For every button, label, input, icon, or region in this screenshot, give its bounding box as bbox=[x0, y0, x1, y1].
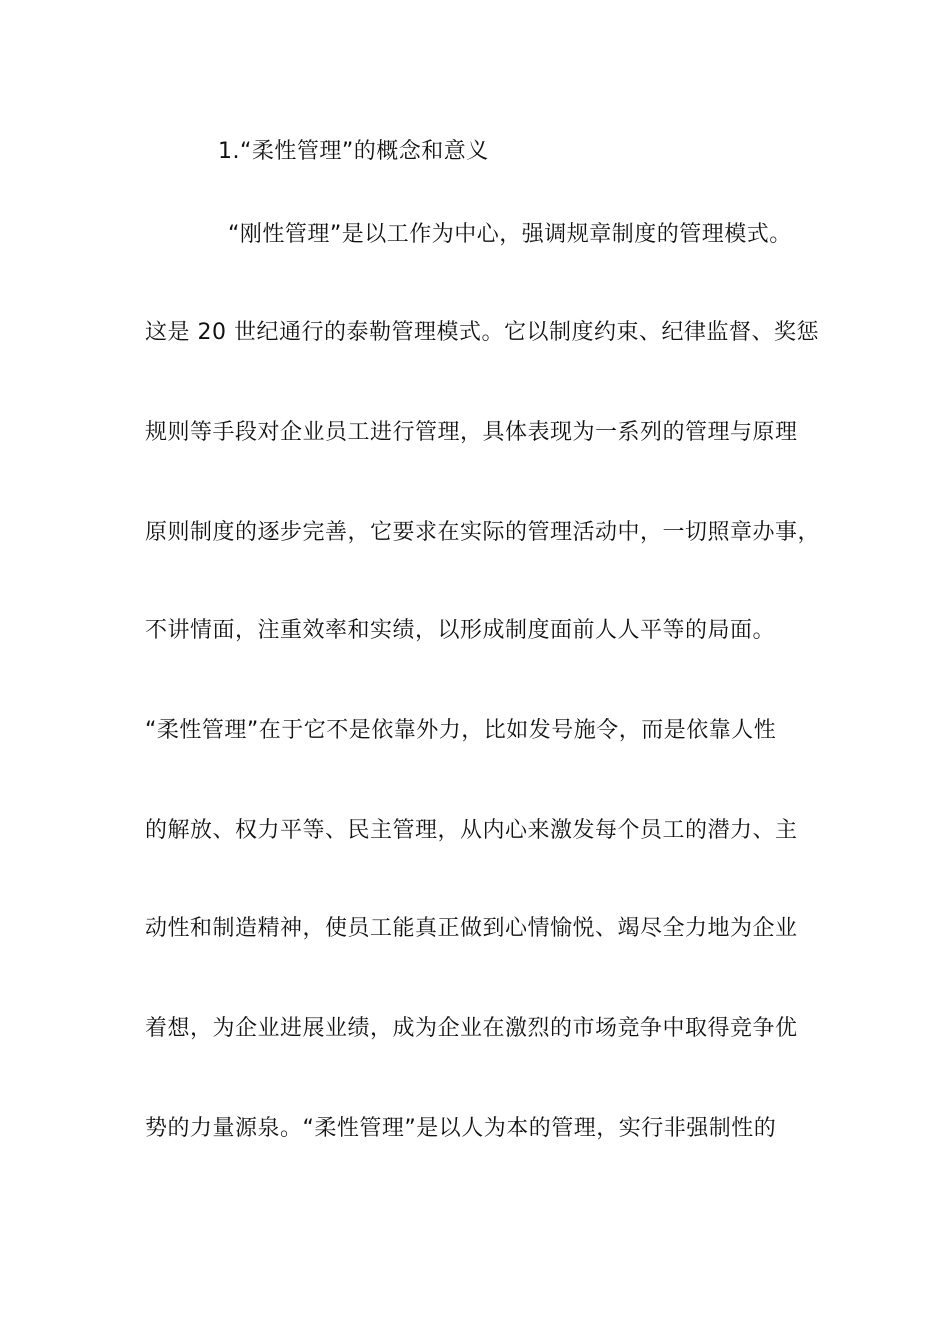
paragraph-line: “刚性管理”是以工作为中心，强调规章制度的管理模式。 bbox=[228, 222, 792, 247]
paragraph-line: 动性和制造精神，使员工能真正做到心情愉悦、竭尽全力地为企业 bbox=[145, 916, 798, 941]
paragraph-line: 势的力量源泉。“柔性管理”是以人为本的管理，实行非强制性的 bbox=[145, 1116, 777, 1141]
paragraph-line: 规则等手段对企业员工进行管理，具体表现为一系列的管理与原理 bbox=[145, 420, 798, 445]
paragraph-line: 原则制度的逐步完善，它要求在实际的管理活动中，一切照章办事， bbox=[145, 520, 821, 545]
section-heading: 1.“柔性管理”的概念和意义 bbox=[218, 139, 489, 164]
paragraph-line: 的解放、权力平等、民主管理，从内心来激发每个员工的潜力、主 bbox=[145, 818, 798, 843]
paragraph-line: 这是 20 世纪通行的泰勒管理模式。它以制度约束、纪律监督、奖惩 bbox=[145, 320, 819, 345]
paragraph-line: “柔性管理”在于它不是依靠外力，比如发号施令，而是依靠人性 bbox=[145, 718, 777, 743]
paragraph-line: 不讲情面，注重效率和实绩，以形成制度面前人人平等的局面。 bbox=[145, 618, 776, 643]
paragraph-line: 着想，为企业进展业绩，成为企业在激烈的市场竞争中取得竞争优 bbox=[145, 1016, 798, 1041]
